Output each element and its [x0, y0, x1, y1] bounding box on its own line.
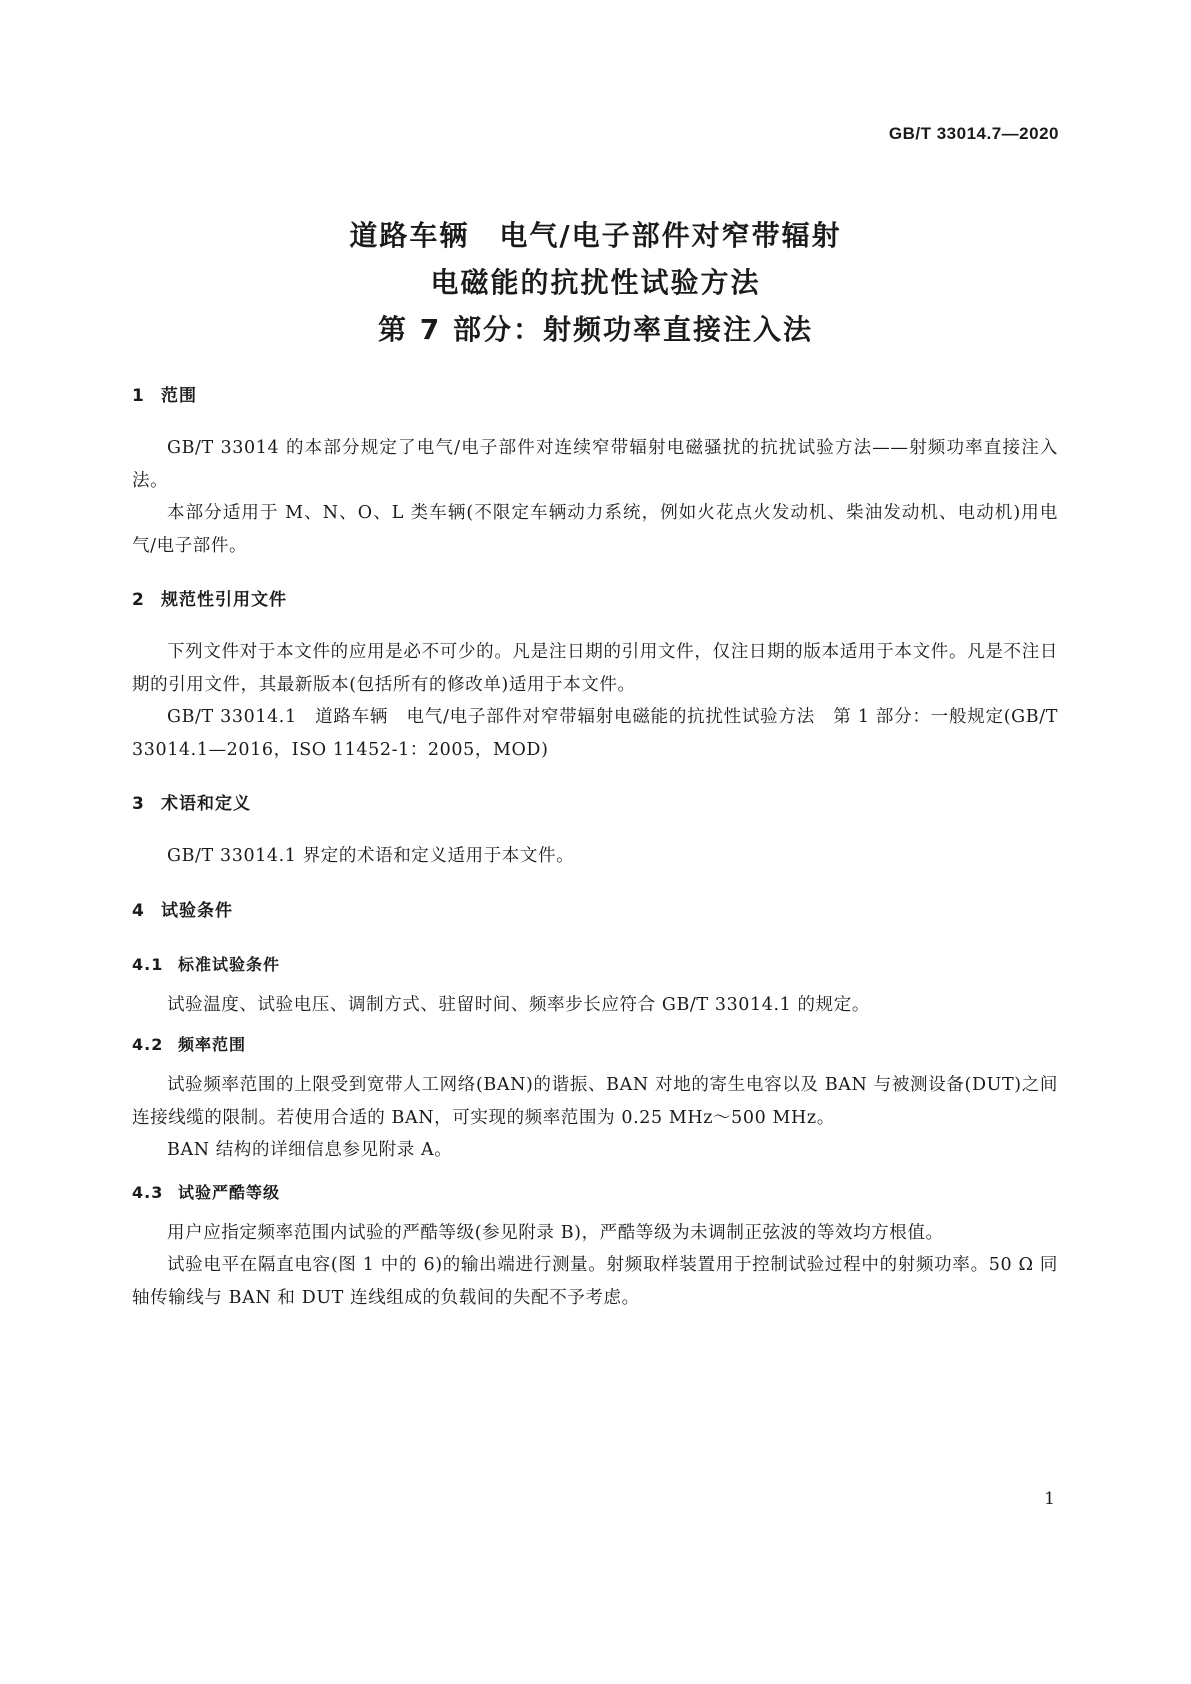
document-body	[132, 382, 1058, 1314]
section-1-paragraph-1: GB/T 33014 的本部分规定了电气/电子部件对连续窄带辐射电磁骚扰的抗扰试验方法——射频功率直接注入法。	[132, 438, 1058, 491]
section-4-3-heading: 4.3 试验严酷等级	[132, 1182, 281, 1202]
section-4-2-paragraph-2: BAN 结构的详细信息参见附录 A。	[167, 1140, 453, 1160]
section-4-2-heading: 4.2 频率范围	[132, 1035, 247, 1054]
section-4-1-paragraph-1: 试验温度、试验电压、调制方式、驻留时间、频率步长应符合 GB/T 33014.1 的规定。	[167, 994, 870, 1015]
section-2-heading: 2 规范性引用文件	[132, 590, 287, 610]
title-line-2: 电磁能的抗扰性试验方法	[430, 266, 761, 299]
page-number: 1	[1044, 1489, 1055, 1509]
document-title	[0, 212, 1191, 353]
section-3-paragraph-1: GB/T 33014.1 界定的术语和定义适用于本文件。	[167, 846, 575, 866]
title-line-3: 第 7 部分：射频功率直接注入法	[378, 313, 813, 346]
standard-code: GB/T 33014.7—2020	[888, 124, 1059, 143]
title-line-1: 道路车辆 电气/电子部件对窄带辐射	[349, 219, 842, 252]
reference-title: 道路车辆 电气/电子部件对窄带辐射电磁能的抗扰性试验方法 第 1 部分：一般规定(GB/T 33014.1—2016，ISO 11452-1：2005，MOD)	[132, 707, 1058, 760]
section-4-heading: 4 试验条件	[132, 900, 233, 921]
section-4-3-paragraph-1: 用户应指定频率范围内试验的严酷等级(参见附录 B)，严酷等级为未调制正弦波的等效均方根值。	[167, 1222, 944, 1243]
section-3-heading: 3 术语和定义	[132, 794, 251, 814]
section-1-paragraph-2: 本部分适用于 M、N、O、L 类车辆(不限定车辆动力系统，例如火花点火发动机、柴油发动机、电动机)用电气/电子部件。	[132, 503, 1058, 556]
normative-reference	[132, 701, 1058, 766]
reference-code: GB/T 33014.1	[167, 707, 297, 727]
section-4-2-paragraph-1: 试验频率范围的上限受到宽带人工网络(BAN)的谐振、BAN 对地的寄生电容以及 BAN 与被测设备(DUT)之间连接线缆的限制。若使用合适的 BAN，可实现的频率范围为 0.25 MHz～500 MHz。	[132, 1075, 1058, 1128]
section-1-heading: 1 范围	[132, 386, 197, 406]
section-4-3-paragraph-2: 试验电平在隔直电容(图 1 中的 6)的输出端进行测量。射频取样装置用于控制试验过程中的射频功率。50 Ω 同轴传输线与 BAN 和 DUT 连线组成的负载间的失配不予考虑。	[132, 1255, 1058, 1308]
section-2-paragraph-1: 下列文件对于本文件的应用是必不可少的。凡是注日期的引用文件，仅注日期的版本适用于本文件。凡是不注日期的引用文件，其最新版本(包括所有的修改单)适用于本文件。	[132, 642, 1058, 695]
section-4-1-heading: 4.1 标准试验条件	[132, 954, 281, 974]
